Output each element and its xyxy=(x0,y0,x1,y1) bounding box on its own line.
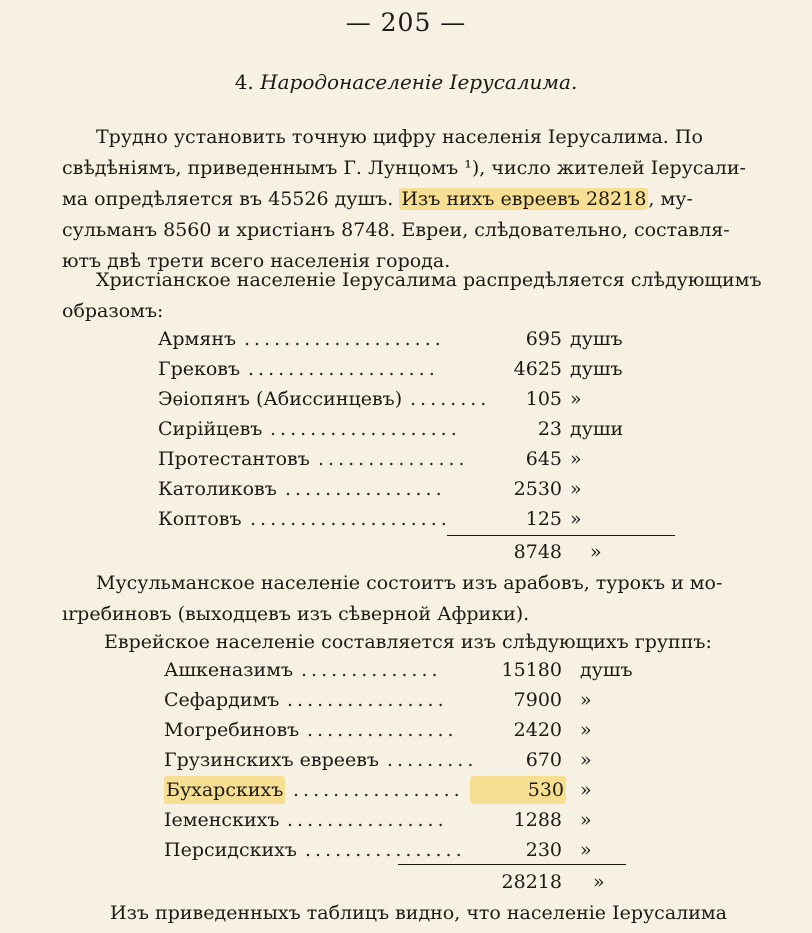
leader-dots: ................. xyxy=(293,779,464,801)
section-title: Народонаселеніе Іерусалима. xyxy=(260,70,578,94)
jewish-total-row xyxy=(0,868,812,896)
table-row xyxy=(0,475,812,503)
text-segment: , му- xyxy=(648,188,693,210)
table-row xyxy=(0,776,812,804)
row-label: Протестантовъ xyxy=(158,448,310,470)
row-value: 7900 xyxy=(513,689,562,711)
row-label: Грузинскихъ евреевъ xyxy=(164,749,380,771)
row-label: Грековъ xyxy=(158,358,241,380)
row-value: 645 xyxy=(525,448,562,470)
row-unit: » xyxy=(570,508,582,530)
paragraph-muslim xyxy=(62,568,752,630)
row-unit: » xyxy=(570,388,582,410)
text-line: Мусульманское населеніе состоитъ изъ арабовъ, турокъ и мо- xyxy=(96,572,723,594)
christian-total-unit: » xyxy=(590,541,602,563)
section-heading xyxy=(0,70,812,94)
leader-dots: ............... xyxy=(307,719,458,741)
leader-dots: ......... xyxy=(387,749,478,771)
row-unit: » xyxy=(580,839,592,861)
row-label: Іеменскихъ xyxy=(164,809,280,831)
row-value: 23 xyxy=(537,418,562,440)
sum-rule xyxy=(398,864,626,865)
row-value: 530 xyxy=(470,776,566,804)
row-unit: » xyxy=(580,809,592,831)
row-unit: » xyxy=(580,689,592,711)
text-line: свѣдѣніямъ, приведеннымъ Г. Лунцомъ ¹), число жителей Іерусали- xyxy=(62,157,746,179)
row-label: Персидскихъ xyxy=(164,839,297,861)
text-segment: ма опредѣляется въ 45526 душъ. xyxy=(62,188,400,210)
table-row xyxy=(0,686,812,714)
row-value: 1288 xyxy=(513,809,562,831)
table-row xyxy=(0,806,812,834)
sum-rule xyxy=(447,535,675,536)
table-row xyxy=(0,385,812,413)
text-line: образомъ: xyxy=(62,300,164,322)
table-row xyxy=(0,836,812,864)
row-value: 2530 xyxy=(513,478,562,500)
text-line: ютъ двѣ трети всего населенія города. xyxy=(62,250,451,272)
table-row xyxy=(0,716,812,744)
jewish-total-unit: » xyxy=(593,871,605,893)
table-row xyxy=(0,746,812,774)
table-row xyxy=(0,325,812,353)
christian-total-row xyxy=(0,538,812,566)
row-value: 15180 xyxy=(501,659,562,681)
leader-dots: .................... xyxy=(244,328,445,350)
leader-dots: .................... xyxy=(250,508,451,530)
leader-dots: ............... xyxy=(318,448,469,470)
row-unit: » xyxy=(580,779,592,801)
row-unit: душъ xyxy=(580,659,633,681)
row-label: Эѳіопянъ (Абиссинцевъ) xyxy=(158,388,403,410)
table-row xyxy=(0,505,812,533)
paragraph-population-intro xyxy=(62,122,752,277)
row-value: 4625 xyxy=(513,358,562,380)
text-line: ırребиновъ (выходцевъ изъ сѣверной Африки). xyxy=(62,603,530,625)
row-label: Ашкеназимъ xyxy=(164,659,294,681)
row-unit: » xyxy=(570,478,582,500)
text-line: Еврейское населеніе составляется изъ слѣдующихъ группъ: xyxy=(104,631,712,653)
paragraph-conclusion xyxy=(62,898,752,929)
text-line: сульманъ 8560 и христіанъ 8748. Евреи, слѣдовательно, составля- xyxy=(62,219,730,241)
text-line: Изъ приведенныхъ таблицъ видно, что населеніе Іерусалима xyxy=(110,902,727,924)
row-label: Католиковъ xyxy=(158,478,277,500)
row-unit: души xyxy=(570,418,624,440)
row-value: 670 xyxy=(525,749,562,771)
leader-dots: ................... xyxy=(248,358,439,380)
row-unit: » xyxy=(570,448,582,470)
text-line: Трудно установить точную цифру населенія Іерусалима. По xyxy=(96,126,703,148)
leader-dots: ................ xyxy=(305,839,466,861)
leader-dots: .............. xyxy=(301,659,442,681)
table-row xyxy=(0,656,812,684)
row-label: Сирійцевъ xyxy=(158,418,263,440)
leader-dots: ................ xyxy=(287,809,448,831)
row-value: 125 xyxy=(525,508,562,530)
row-value: 230 xyxy=(525,839,562,861)
text-line: Христіанское населеніе Іерусалима распредѣляется слѣдующимъ xyxy=(96,269,762,291)
row-label: Бухарскихъ xyxy=(164,776,285,804)
row-value: 2420 xyxy=(513,719,562,741)
row-unit: » xyxy=(580,749,592,771)
section-number: 4. xyxy=(234,70,254,94)
table-row xyxy=(0,415,812,443)
row-value: 105 xyxy=(525,388,562,410)
leader-dots: ................ xyxy=(285,478,446,500)
row-label: Армянъ xyxy=(158,328,237,350)
leader-dots: ........ xyxy=(410,388,491,410)
text-line xyxy=(62,184,752,215)
paragraph-christian-intro xyxy=(62,265,762,327)
leader-dots: ................... xyxy=(270,418,461,440)
row-unit: » xyxy=(580,719,592,741)
leader-dots: ................ xyxy=(287,689,448,711)
row-label: Могребиновъ xyxy=(164,719,300,741)
row-unit: душъ xyxy=(570,358,623,380)
row-label: Коптовъ xyxy=(158,508,242,530)
table-row xyxy=(0,355,812,383)
paragraph-jewish-intro xyxy=(62,627,752,658)
jewish-total-value: 28218 xyxy=(501,871,562,893)
highlighted-text: Изъ нихъ евреевъ 28218 xyxy=(401,188,647,210)
table-row xyxy=(0,445,812,473)
row-value: 695 xyxy=(525,328,562,350)
row-unit: душъ xyxy=(570,328,623,350)
page-number: — 205 — xyxy=(345,8,467,37)
christian-total-value: 8748 xyxy=(513,541,562,563)
row-label: Сефардимъ xyxy=(164,689,280,711)
